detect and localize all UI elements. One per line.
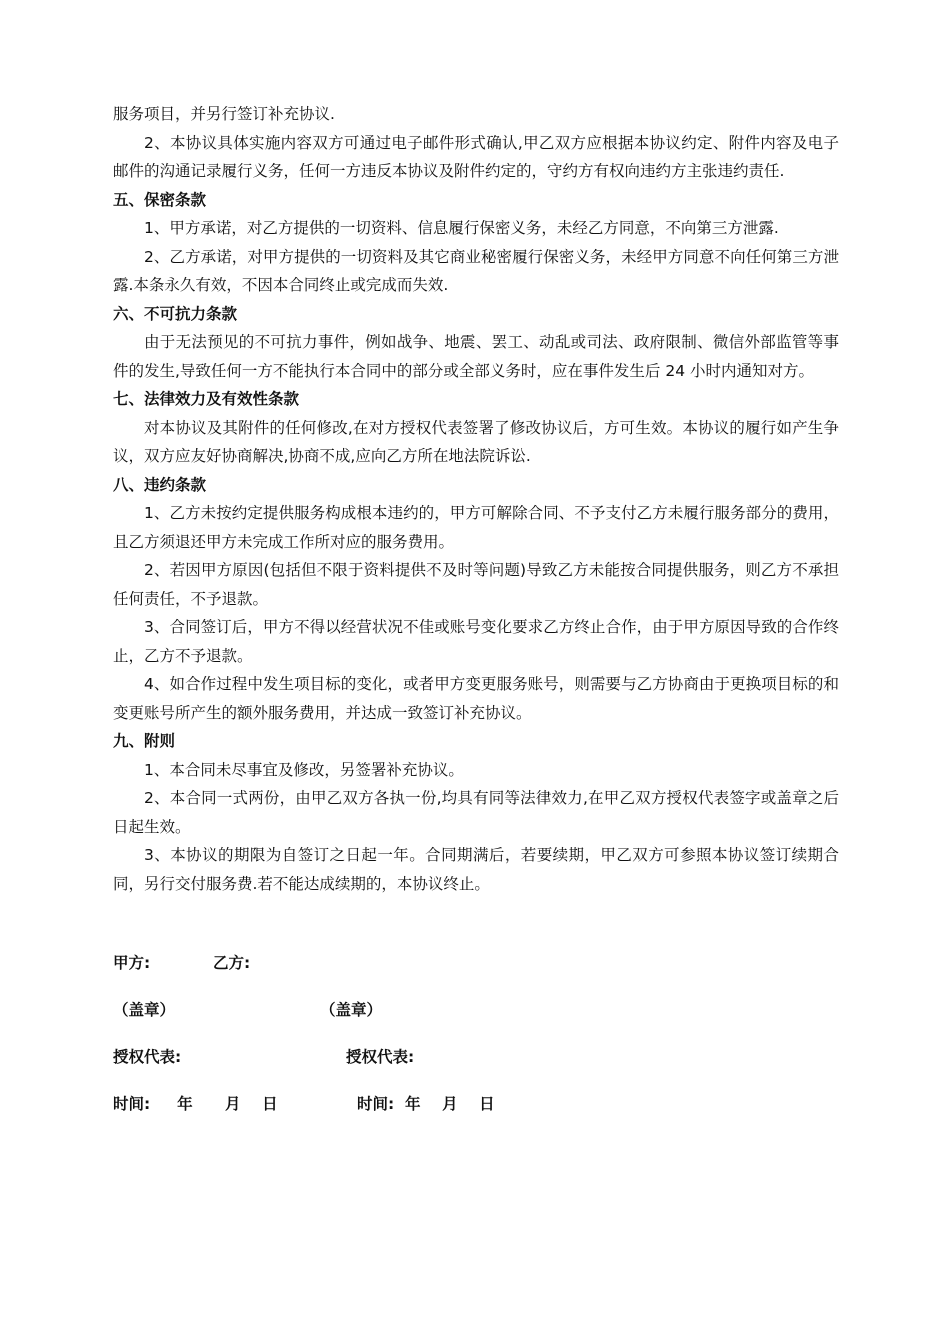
sec6-item-1: 由于无法预见的不可抗力事件，例如战争、地震、罢工、动乱或司法、政府限制、微信外部监管等事件的发生,导致任何一方不能执行本合同中的部分或全部义务时，应在事件发生后 24 小时内通知对方。: [113, 333, 839, 380]
seal-a-label: （盖章）: [113, 1001, 176, 1019]
sec5-item-1: 1、甲方承诺，对乙方提供的一切资料、信息履行保密义务，未经乙方同意，不向第三方泄露.: [144, 219, 779, 237]
rep-a-label: 授权代表:: [113, 1048, 182, 1066]
sec4-item-2: 2、本协议具体实施内容双方可通过电子邮件形式确认,甲乙双方应根据本协议约定、附件内容及电子邮件的沟通记录履行义务，任何一方违反本协议及附件约定的，守约方有权向违约方主张违约责任.: [113, 133, 839, 180]
time-a-label: 时间: 年 月 日: [113, 1095, 278, 1113]
section-title-supplementary: 九、附则: [113, 732, 176, 750]
sec7-item-1: 对本协议及其附件的任何修改,在对方授权代表签署了修改协议后，方可生效。本协议的履行如产生争议，双方应友好协商解决,协商不成,应向乙方所在地法院诉讼.: [113, 418, 839, 465]
contract-body: [113, 100, 839, 898]
time-b-label: 时间: 年 月 日: [357, 1095, 495, 1113]
sec5-item-2: 2、乙方承诺，对甲方提供的一切资料及其它商业秘密履行保密义务，未经甲方同意不向任何第三方泄露.本条永久有效，不因本合同终止或完成而失效.: [113, 247, 839, 294]
section-title-force-majeure: 六、不可抗力条款: [113, 304, 238, 323]
intro-tail: 服务项目，并另行签订补充协议.: [113, 105, 335, 123]
section-title-breach: 八、违约条款: [113, 475, 207, 494]
party-a-label: 甲方:: [113, 954, 151, 972]
section-title-legal-effect: 七、法律效力及有效性条款: [113, 390, 300, 408]
party-b-label: 乙方:: [213, 954, 251, 972]
sec9-item-1: 1、本合同未尽事宜及修改，另签署补充协议。: [144, 760, 464, 779]
sec8-item-2: 2、若因甲方原因(包括但不限于资料提供不及时等问题)导致乙方未能按合同提供服务，则乙方不承担任何责任，不予退款。: [113, 561, 839, 608]
sec8-item-1: 1、乙方未按约定提供服务构成根本违约的，甲方可解除合同、不予支付乙方未履行服务部分的费用，且乙方须退还甲方未完成工作所对应的服务费用。: [113, 504, 839, 551]
rep-b-label: 授权代表:: [346, 1048, 415, 1066]
section-title-confidentiality: 五、保密条款: [113, 190, 207, 209]
sec8-item-4: 4、如合作过程中发生项目标的变化，或者甲方变更服务账号，则需要与乙方协商由于更换项目标的和变更账号所产生的额外服务费用，并达成一致签订补充协议。: [113, 675, 839, 722]
sec9-item-3: 3、本协议的期限为自签订之日起一年。合同期满后，若要续期，甲乙双方可参照本协议签订续期合同，另行交付服务费.若不能达成续期的，本协议终止。: [113, 846, 839, 893]
seal-b-label: （盖章）: [320, 1001, 383, 1019]
sec8-item-3: 3、合同签订后，甲方不得以经营状况不佳或账号变化要求乙方终止合作，由于甲方原因导致的合作终止，乙方不予退款。: [113, 618, 839, 665]
sec9-item-2: 2、本合同一式两份，由甲乙双方各执一份,均具有同等法律效力,在甲乙双方授权代表签字或盖章之后日起生效。: [113, 789, 839, 836]
